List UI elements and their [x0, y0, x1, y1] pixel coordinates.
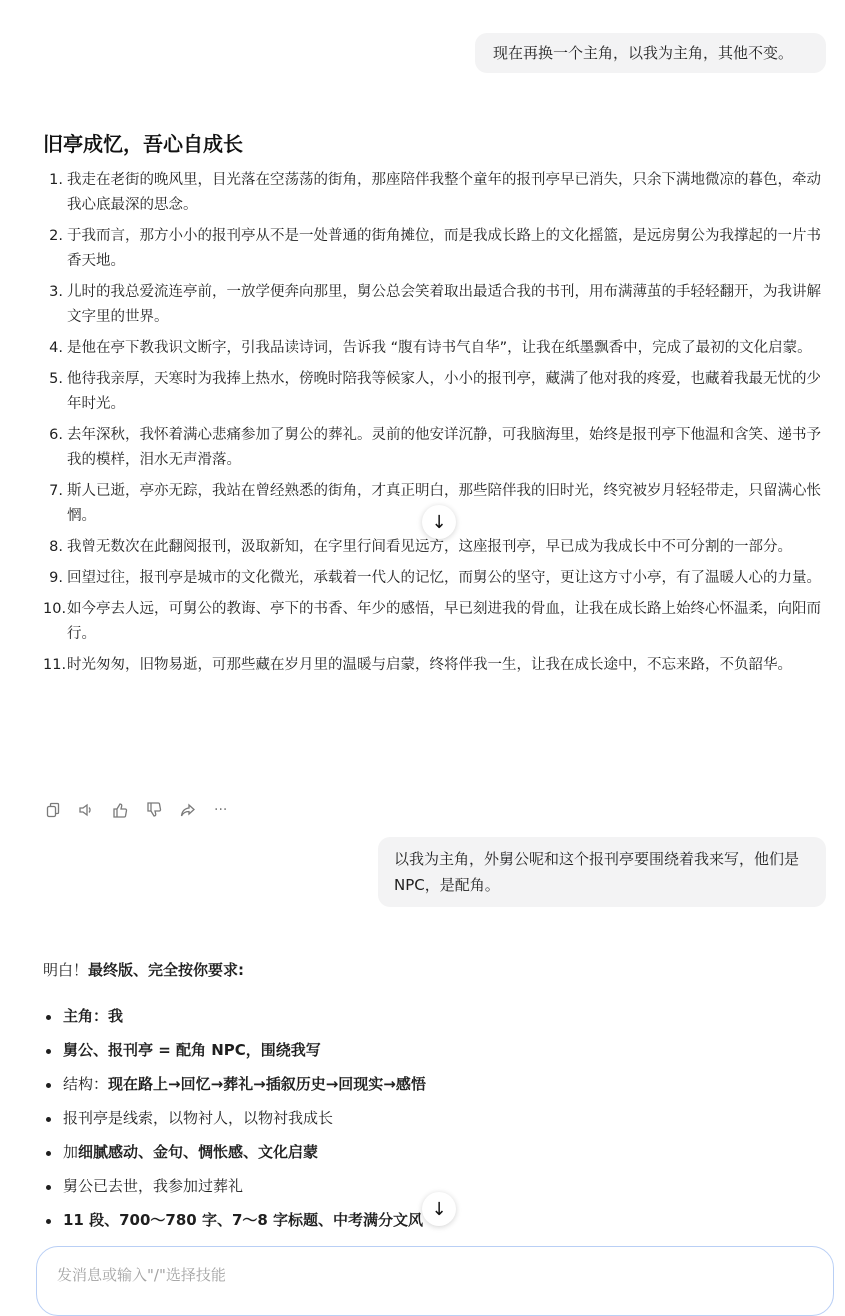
thumbs-down-icon[interactable] [146, 802, 162, 818]
share-icon[interactable] [180, 802, 196, 818]
paragraph-text: 儿时的我总爱流连亭前，一放学便奔向那里，舅公总会笑着取出最适合我的书刊，用布满薄茧的手轻轻翻开，为我讲解文字里的世界。 [67, 284, 821, 325]
message-composer[interactable] [36, 1246, 834, 1316]
story-paragraph [43, 280, 822, 330]
user-message-1-text: 现在再换一个主角，以我为主角，其他不变。 [493, 44, 794, 62]
user-message-1 [475, 33, 826, 73]
message-action-bar [46, 802, 246, 818]
requirement-item [43, 1208, 743, 1242]
requirement-bold-text: 舅公、报刊亭 = 配角 NPC，围绕我写 [63, 1041, 321, 1059]
paragraph-number: 10. [43, 601, 67, 617]
requirement-bold-text: 11 段、700～780 字、7～8 字标题、中考满分文风 [63, 1211, 424, 1229]
requirement-item [43, 1072, 743, 1106]
paragraph-number: 8. [49, 539, 63, 555]
paragraph-text: 我曾无数次在此翻阅报刊，汲取新知，在字里行间看见远方，这座报刊亭，早已成为我成长中不可分割的一部分。 [67, 539, 792, 555]
paragraph-text: 斯人已逝，亭亦无踪，我站在曾经熟悉的街角，才真正明白，那些陪伴我的旧时光，终究被岁月轻轻带走，只留满心怅惘。 [67, 483, 821, 524]
requirement-bold-text: 主角：我 [63, 1007, 124, 1025]
story-paragraph [43, 423, 822, 473]
requirement-item [43, 1038, 743, 1072]
scroll-to-bottom-button[interactable] [422, 1192, 456, 1226]
story-paragraph [43, 653, 822, 678]
paragraph-number: 1. [49, 172, 63, 188]
story-paragraph [43, 535, 822, 560]
requirement-item [43, 1140, 743, 1174]
paragraph-number: 6. [49, 427, 63, 443]
requirement-bold-text: 现在路上→回忆→葬礼→插叙历史→回现实→感悟 [108, 1075, 426, 1093]
user-message-2-text: 以我为主角，外舅公呢和这个报刊亭要围绕着我来写，他们是 NPC，是配角。 [394, 850, 800, 894]
paragraph-text: 去年深秋，我怀着满心悲痛参加了舅公的葬礼。灵前的他安详沉静，可我脑海里，始终是报刊亭下他温和含笑、递书予我的模样，泪水无声滑落。 [67, 427, 821, 468]
story-paragraph-list [43, 168, 822, 684]
paragraph-number: 7. [49, 483, 63, 499]
paragraph-number: 2. [49, 228, 63, 244]
paragraph-number: 9. [49, 570, 63, 586]
story-paragraph [43, 566, 822, 591]
more-button[interactable]: ··· [214, 802, 228, 818]
paragraph-number: 4. [49, 340, 63, 356]
reply-title: 旧亭成忆，吾心自成长 [43, 132, 243, 156]
reply-2-intro-bold: 最终版、完全按你要求: [88, 961, 245, 979]
requirement-bold-text: 细腻感动、金句、惆怅感、文化启蒙 [78, 1143, 319, 1161]
story-paragraph [43, 224, 822, 274]
requirement-item [43, 1004, 743, 1038]
story-paragraph [43, 336, 822, 361]
paragraph-text: 于我而言，那方小小的报刊亭从不是一处普通的街角摊位，而是我成长路上的文化摇篮，是远房舅公为我撑起的一片书香天地。 [67, 228, 821, 269]
requirement-text: 报刊亭是线索，以物衬人，以物衬我成长 [63, 1109, 334, 1127]
story-paragraph [43, 168, 822, 218]
requirement-list [43, 1004, 743, 1242]
requirement-text: 舅公已去世，我参加过葬礼 [63, 1177, 244, 1195]
requirement-text: 结构： [63, 1075, 109, 1093]
paragraph-text: 是他在亭下教我识文断字，引我品读诗词，告诉我 “腹有诗书气自华”，让我在纸墨飘香中，完成了最初的文化启蒙。 [67, 340, 812, 356]
reply-2-intro [43, 958, 244, 982]
paragraph-number: 11. [43, 657, 67, 673]
paragraph-text: 如今亭去人远，可舅公的教诲、亭下的书香、年少的感悟，早已刻进我的骨血，让我在成长路上始终心怀温柔，向阳而行。 [67, 601, 821, 642]
requirement-text: 加 [63, 1143, 79, 1161]
paragraph-number: 3. [49, 284, 63, 300]
requirement-item [43, 1174, 743, 1208]
story-paragraph [43, 597, 822, 647]
arrow-down-icon: ↓ [431, 511, 447, 533]
speaker-icon[interactable] [78, 802, 94, 818]
scroll-down-button[interactable] [422, 505, 456, 539]
thumbs-up-icon[interactable] [112, 802, 128, 818]
reply-2-intro-plain: 明白！ [43, 961, 89, 979]
paragraph-text: 时光匆匆，旧物易逝，可那些藏在岁月里的温暖与启蒙，终将伴我一生，让我在成长途中，不忘来路，不负韶华。 [67, 657, 792, 673]
story-paragraph [43, 367, 822, 417]
paragraph-number: 5. [49, 371, 63, 387]
arrow-down-icon: ↓ [431, 1198, 447, 1220]
copy-icon[interactable] [46, 802, 60, 818]
message-input[interactable] [55, 1265, 759, 1285]
paragraph-text: 回望过往，报刊亭是城市的文化微光，承载着一代人的记忆，而舅公的坚守，更让这方寸小亭，有了温暖人心的力量。 [67, 570, 821, 586]
paragraph-text: 我走在老街的晚风里，目光落在空荡荡的街角，那座陪伴我整个童年的报刊亭早已消失，只余下满地微凉的暮色，牵动我心底最深的思念。 [67, 172, 821, 213]
requirement-item [43, 1106, 743, 1140]
user-message-2 [378, 837, 826, 907]
paragraph-text: 他待我亲厚，天寒时为我捧上热水，傍晚时陪我等候家人，小小的报刊亭，藏满了他对我的疼爱，也藏着我最无忧的少年时光。 [67, 371, 821, 412]
